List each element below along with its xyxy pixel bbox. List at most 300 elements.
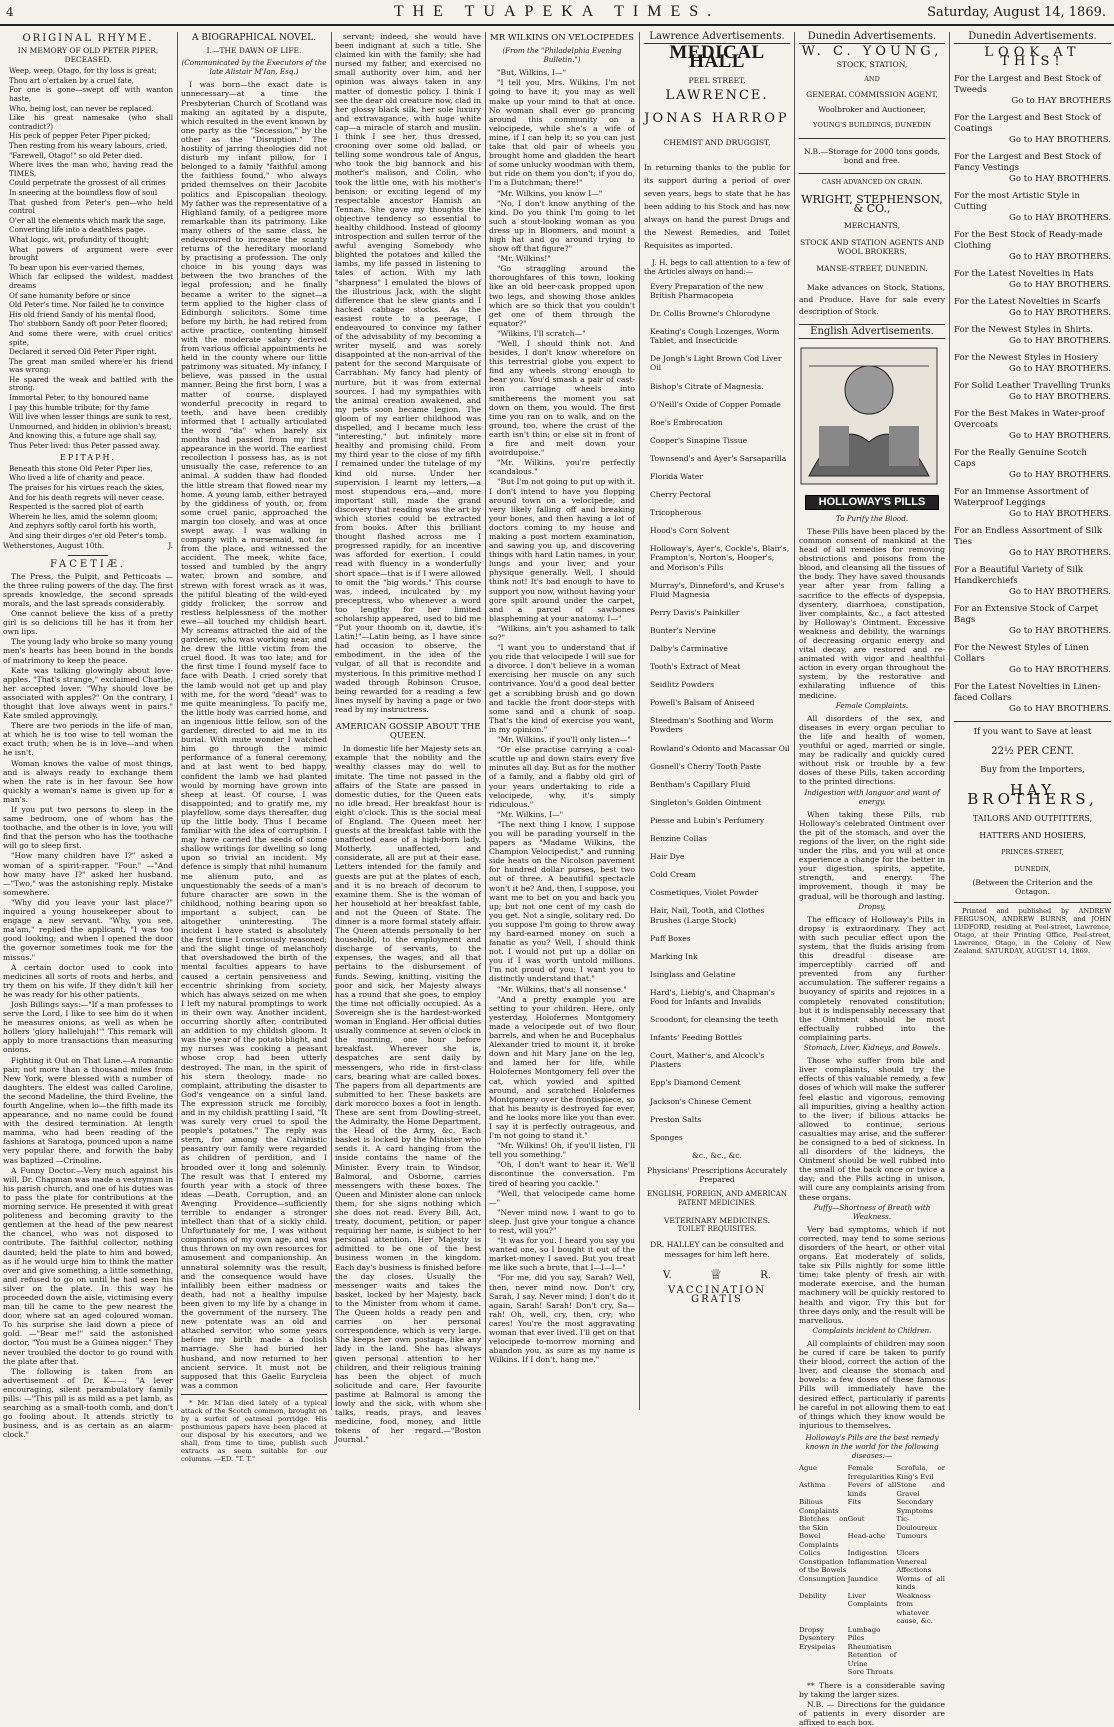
wright-stephenson-name: WRIGHT, STEPHENSON, & CO., <box>801 192 943 216</box>
chemist-item: O'Neill's Oxide of Copper Pomade <box>650 399 781 409</box>
table-row <box>799 1498 945 1515</box>
table-cell: Indigestion <box>847 1549 888 1558</box>
hay-item-cta: Go to HAY BROTHERS. <box>1009 280 1111 291</box>
verse-line: I pay this humble tribute; for thy fame <box>9 402 149 412</box>
chemist-item: De Jongh's Light Brown Cod Liver Oil <box>650 354 782 373</box>
chemist-item: Hair, Nail, Tooth, and Clothes Brushes (Large Stock) <box>650 906 765 925</box>
table-row <box>799 1651 945 1668</box>
column-lawrence-ads <box>641 32 793 1410</box>
dialogue-paragraph: "But, Wilkins, I—" <box>497 68 567 78</box>
chemist-item: Hair Dye <box>650 852 685 862</box>
table-cell: Asthma <box>799 1481 826 1490</box>
table-cell: Stone and Gravel <box>896 1481 946 1498</box>
hay-item-cta: Go to HAY BROTHERS. <box>1009 308 1111 319</box>
chemist-item: Every Preparation of the new British Pharmacopeia <box>650 281 764 300</box>
verse-line: "Farewell, Otago!" so old Peter died. <box>9 150 143 160</box>
dialogue-paragraph: "Never mind now. I want to go to sleep. Just give your tongue a chance to rest, will you?" <box>489 1207 635 1235</box>
list-item <box>954 74 1111 107</box>
hay-item-cta: Go to HAY BROTHERS. <box>1009 470 1111 481</box>
facetiae-paragraph: Woman knows the value of most things, and is always ready to exchange them when the rate is in her favour. See how quickly a woman's name is given up for a man's. <box>3 758 173 804</box>
divider <box>388 718 428 719</box>
gossip-heading: AMERICAN GOSSIP ABOUT THE QUEEN. <box>335 722 481 742</box>
hay-item-text: For the Latest Novelties in Scarfs <box>954 297 1101 308</box>
table-cell: Lumbago <box>847 1625 881 1634</box>
young-address: YOUNG'S BUILDINGS, DUNEDIN <box>812 120 932 129</box>
dialogue-paragraph: "Go straggling around the thoroughfares of this town, looking like an old beer-cask propped upon two legs, and showing those ankles which are so thick that you couldn't get one of them through the equator?" <box>489 264 635 328</box>
look-at-this: LOOK AT THIS! <box>984 45 1081 70</box>
chemist-item: Bentham's Capillary Fluid <box>650 779 751 789</box>
novel-paragraph: I was born—the exact date is unnecessary—at a time the Presbyterian Church of Scotland was making an agitated by a dispute, which resulted in the event known by one party as the "Secession," by the other as the "Disruption." The hostility of jarring theologies did not disturb my infant pillow, for I belonged to a family "faithful among the faithless found," who always prided themselves on their Jacobite politics and Episcopalian theology. My father was the representative of a Highland family, of a pedigree more remarkable than its patrimony. Like many others of the same class, he endeavoured to increase the scanty returns of the hereditary moorland by practising a profession. The only choice in his young days was between the two branches of the legal profession; and he finally became a writer to the signet—a term applied to the higher class of Edinburgh solicitors. Some time before my birth, he had retired from active practice, contenting himself with the moderate salary derived from various official appointments he held in the county where our little patrimony was situated. My infancy, I believe, was passed in the usual manner. Being the first born, I was a matter of course, displayed wonderful precocity in regard to teeth, and have been credibly informed that I actually articulated the word "da" when barely six months had passed from my first appearance in the world. The earliest recollection I possess has, as is not unusually the case, reference to an animal. A sudden thaw had flooded the little stream that flowed near my home. A young lamb, either betrayed by the giddiness of youth, or, from some cruel panic, approached the margin too closely, and was at once swept away. I was walking in company with a nursemaid, not far from the place, and witnessed the accident. The meek, white face, tossed and tumbled by the angry water, brown and sombre, and strewn with forest wrack as it was, the pitiful bleating of the wild-eyed giddy frolicker, the sorrow and restless helplessness of the mother ewe—all touched my childish heart. My screams attracted the aid of the gardener, who was working near, and he drew the little victim from the cruel flood. It was too late; and for the first time I found myself face to face with Death. I cried sorely that the lamb would not get up and play with me, for the word "dead" was to me quite meaningless. To pacify me, the little body was carried home, and an ingenious little fellow, son of the gardener, directed to aid me in its burial. With mute wonder I watched him go through the mimic performance of a funeral ceremony, and at last went to bed happy, confident the lamb we had planted would by morning have grown into sheep at least. Of course, I was disappointed; and to gratify me, my playfellow, some days thereafter, dug up the little body. Thus I became familiar with the idea of corruption. I may have carried the seeds of some shallow writings for dwelling so long upon so trivial an incident. My defence is simply that nihil humanum me alienum puto, and as unquestionably the seeds of a man's future character are sown in the childhood, nothing bearing upon so important a subject, can be altogether uninteresting. The incident I have stated is absolutely the first time I consciously reasoned; and the slight tinge of melancholy that overshadowed the birth of the mental faculties appears to have caused a certain pensiveness and eccentric shrinking from society, which has always seized on me when I left my natural promptings to work in their own way. Another incident, occurring shortly after, contributed an addition to my childish gloom. It was the year of the potato blight, and my nurses was cooking a peasant whose crop had been utterly destroyed. The man, in the spirit of his stern theology, made no complaint, attributing the disaster to God's vengeance on a sinful land. The expression struck me forcibly, and in my childish prattling I said, "It was surely very cruel to spoil the people's potatoes." The reply was stern, for among the Calvinistic peasantry our family were regarded as children of perdition, and I brooded over it long and solemnly. The result was that I entered my fourth year with a stock of three ideas —Death, Corruption, and an Avenging Providence—sufficiently terrible to endanger a stronger intellect than that of a sickly child. Unfortunately for me, I was without companions of my own age, and was thus thrown on my own resources for amusement and companionship. An unnatural solemnity was the result, and the consequence would have infallibly been either madness or death, had not a healthy impulse been given to my life by a change in the government of the nursery. The new potentate was an old and attached servitor, who some years before my birth made a foolish marriage. She had buried her husband, and now returned to her ancient service. It must not be supposed that this Gaelic Eurycleia was a common <box>181 80 327 1390</box>
divider <box>954 721 1111 722</box>
newspaper-title: THE TUAPEKA TIMES. <box>393 3 721 20</box>
column-hay-brothers <box>951 32 1114 1410</box>
hay-item-text: For the Newest Styles in Hosiery <box>954 353 1099 364</box>
young-commission: GENERAL COMMISSION AGENT, <box>806 90 938 100</box>
chemist-item: Cold Cream <box>650 870 696 880</box>
dr-halley-note: DR. HALLEY can be consulted and messages for him left here. <box>650 1240 784 1259</box>
wright-merchants: MERCHANTS, <box>843 221 900 231</box>
table-cell: Gout <box>847 1515 865 1524</box>
hay-item-text: For Solid Leather Travelling Trunks <box>954 381 1111 392</box>
table-cell: Piles <box>847 1634 865 1643</box>
dialogue-paragraph: "Or else practise carrying a coal-scuttle up and down stairs every five minutes all day. But as for the mother of a family, and a flabby old girl of your years undertaking to ride a velocipede, why, it's simply ridiculous." <box>489 745 635 809</box>
verse-line: Where lives the man who, having read the TIMES, <box>9 160 173 178</box>
table-row <box>799 1575 945 1592</box>
dialogue-paragraph: "The next thing I know, I suppose you will be parading yourself in the papers as "Madame Wilkins, the Champion Velocipedist," and running side heats on the Nicolson pavement for hundred dollar purses, best two out of three. A beautiful spectacle won't it be? And, then, I suppose, you want me to bet on you and back you up; but not one cent of my cash do you get. Not a single, solitary red. Do you suppose I'm going to throw away my hard-earned money on such a fanatic as you? Well, I should think not. I would not put up a dollar on you if I was worth untold millions. I'm not proud of you; I want you to distinctly understand that." <box>489 819 635 984</box>
divider <box>181 1394 327 1395</box>
chemist-lead: J. H. begs to call attention to a few of the Articles always on hand:— <box>644 257 790 276</box>
table-cell: Colics <box>799 1549 821 1558</box>
chemist-item: Scoodont, for cleansing the teeth <box>650 1015 779 1025</box>
verse-line: Then resting from his weary labours, cried, <box>9 141 168 151</box>
gossip-body <box>335 744 481 1444</box>
chemist-item: Murray's, Dinneford's, and Kruse's Fluid Magnesia <box>650 580 785 599</box>
percent-line: 22½ PER CENT. <box>991 746 1074 758</box>
chemist-item: Gosnell's Cherry Tooth Paste <box>650 761 762 771</box>
table-cell: Dysentery <box>799 1634 835 1643</box>
column-wilkins <box>486 32 638 1410</box>
dialogue-paragraph: "For me, did you say, Sarah? Well, then, never mind now. Don't cry, Sarah, I say. Never mind; I don't do it again, Sarah! Sarah! Don't cry, Sa—rah! Oh, well, cry, then, cry; who cares! You're the most aggravating woman that ever lived. I'll get on that velocipede to-morrow morning and abandon you, as sure as my name is Wilkins. If I don't, hang me." <box>489 1273 635 1365</box>
dialogue-paragraph: "Wilkins, ain't you ashamed to talk so?" <box>489 623 635 642</box>
table-row <box>799 1643 945 1652</box>
holloway-paragraph: Very bad symptoms, which if not corrected, may tend to some serious disorders of the heart, or other vital organs. Eat moderately of solids, take six Pills nightly for some little time; take plenty of fresh air with moderate exercise, and the human machinery will be quickly restored to health and vigor. Try this but for three days only, and the result will be marvellous. <box>799 1224 945 1325</box>
patent-medicines: ENGLISH, FOREIGN, AND AMERICAN PATENT MEDICINES. <box>647 1190 787 1208</box>
chemist-item: Cooper's Sinapine Tissue <box>650 435 748 445</box>
hay-item-cta: Go to HAY BROTHERS. <box>1009 392 1111 403</box>
dialogue-paragraph: "Mr. Wilkins, I—" <box>497 809 564 819</box>
diseases-table-heading: Holloway's Pills are the best remedy known in the world for the following diseases:— <box>805 1432 939 1461</box>
wilkins-source: (From the "Philadelphia Evening Bulletin.") <box>502 46 622 65</box>
cash-advanced: CASH ADVANCED ON GRAIN. <box>799 173 945 187</box>
facetiae-paragraph: A Funny Doctor.—Very much against his will, Dr. Chapman was made a vestryman in his parish church, and one of his duties was to pass the plate for contributions at the morning service. He presented it with great politeness and becoming gravity to the gentlemen at the head of the pew nearest the chancel, who was not disposed to contribute. The faithful collector, nothing daunted, held the plate to him and bowed, as if he would urge him to think the matter over and give something, a little something, and refused to go on until he had seen his silver on the plate. In this way he proceeded down the aisle, victimising every man till he came to the pew nearest the door, where sat an aged coloured woman. To his surprise she laid down a piece of gold. —"Bear me!" said the astonished doctor, "You must be a Guinea nigger." They never troubled the doctor to go round with the plate after that. <box>3 1165 173 1366</box>
table-row <box>799 1634 945 1643</box>
table-cell: Venereal Affections <box>896 1557 932 1575</box>
chemist-item: Perry Davis's Painkiller <box>650 607 740 617</box>
list-item <box>954 325 1111 347</box>
table-cell: Worms of all kinds <box>896 1574 946 1592</box>
chemist-item: Steedman's Soothing and Worm Powders <box>650 716 774 735</box>
facetiae-paragraph: The following is taken from an advertisement of Dr. K——: "A lever encouraging, silent perambulatory family pills: —"This pill is as mild as a pet lamb, as searching as a small-tooth comb, and don't go fooling about. It attends strictly to business, and is as certain as an alarm-clock." <box>3 1366 173 1440</box>
verse-line: Which far eclipsed the wildest, maddest dreams <box>9 272 173 290</box>
novel-body <box>181 80 327 1390</box>
hay-item-cta: Go to HAY BROTHERS. <box>1009 431 1111 442</box>
chemist-item: Tooth's Extract of Meat <box>650 662 741 672</box>
list-item <box>954 353 1111 375</box>
table-cell: Retention of Urine <box>847 1651 897 1668</box>
verse-line: And some there were, with cruel critics' spite, <box>9 328 173 347</box>
verse-line: The great man smiled where'er his friend was wrong: <box>9 356 173 375</box>
column-rule <box>949 32 950 1410</box>
holloway-paragraph: Those who suffer from bile and liver complaints, should try the effects of this valuable remedy, a few doses of which will make the sufferer feel elastic and vigorous, removing all impurities, giving a healthy action to the liver; if bilious attacks be allowed to continue, serious casualties may arise, and the sufferer be consigned to a bed of sickness. In all disorders of the kidneys, the Ointment should be well rubbed into the small of the back once or twice a day; and the Pills acting in unison, will cure any complaints arising from these organs. <box>799 1056 945 1202</box>
directions-note: N.B. — Directions for the guidance of patients in every disorder are affixed to each box. <box>799 1699 945 1727</box>
dunedin-ads-heading: Dunedin Advertisements. <box>799 32 945 44</box>
divider <box>954 902 1111 903</box>
verse-line: Who, being lost, can never be replaced. <box>9 103 154 113</box>
holloway-paragraph: All complaints of children may soon be cured if care be taken to purify their blood, correct the action of the liver, and cleanse the stomach and bowels: a few doses of these famous Pills will immediately have the desired effect, particularly if parents be careful in not allowing them to eat of things which they know would be injurious to themselves. <box>799 1338 945 1430</box>
table-cell: Sore Throats <box>847 1668 893 1677</box>
novel-heading: A BIOGRAPHICAL NOVEL. <box>191 33 317 43</box>
verse-line: And knowing this, a future age shall say, <box>9 431 157 441</box>
masthead <box>0 0 1114 26</box>
dialogue-paragraph: "I want you to understand that if you ride that velocipede I will sue for a divorce. I don't believe in a woman exercising her muscle on any such contrivance. You'd a good deal better get a scrubbing brush and go down and tackle the front door-steps with some sand and a chunk of soap. That's the kind of exercise you want, in my opinion." <box>489 643 635 734</box>
gossip-paragraph: In domestic life her Majesty sets an example that the nobility and the wealthy classes may do well to imitate. The time not passed in the affairs of the State are passed in domestic duties, for the Queen eats no idle bread. Her breakfast hour is eight o'clock. This is the social meal of England. The Queen meet her guests at the breakfast table with the unaffected ease of a high-born lady. Motherly, unaffected, and considerate, all are put at their ease. Letters intended for the family and guests are put at the plates of each, and it is no breach of decorum to examine them. She is the woman of her household at her breakfast table, and not the Queen of State. The dinner is a more formal stately affair. The Queen attends personally to her household, to the employment and discharge of servants, to the expenses, the wages, and all that pertains to the disbursement of funds. Sewing, knitting, visiting the poor and sick, her Majesty always has a round that she goes, to employ the time not officially occupied. As a Sovereign she is the hardest-worked woman in England. Her official duties usually commence at seven o'clock in the morning, one hour before breakfast. Wherever she is, despatches are sent daily by messengers, who ride in first-class cars, bearing what are called boxes. The papers from all departments are submitted to her. These baskets are dark morocco boxes a foot in length. These are sent from Dowling-street, the Admiralty, the Home Department, the Head of the Army, &c. Each basket is locked by the Minister who sends it. A card hanging from the inside contains the name of the Minister. Every train to Windsor, Balmoral, and Osborne, carries messengers with these boxes. The Queen and Minister alone can unlock them, for she signs nothing which she does not read. Every Bill, Act, treaty, document, petition, or paper requiring her name, is subject to her personal attention. Her Majesty is admitted to be one of the best business women in the kingdom. Each day's business is finished before the day closes. Usually the messenger waits and takes the basket, locked by her Majesty, back to the Minister from whom it came. The Queen holds a ready pen and carries on her personal correspondence, which is very large. She keeps her own postage, like any lady in the land. She has always given personal attention to her children, and their religious training has been the object of much solicitude and care. Her favourite pastime at Balmoral is among the lowly and the sick, with whom she talks, reads, prays, and leaves medicine, food, money, and little tokens of her regard.—"Boston Journal." <box>335 744 481 1445</box>
verse-line: Old Peter's time. Nor failed he to convince <box>9 300 165 310</box>
stomach-heading: Stomach, Liver, Kidneys, and Bowels. <box>803 1043 941 1053</box>
table-cell: Ague <box>799 1464 817 1473</box>
facetiae-paragraph: Kate was talking glowingly about love-apples. "That's strange," exclaimed Charlie, her accepted lover. "Why should love be associated with apples?" On the contrary, I thought that love always went in pairs." Kate smiled approvingly. <box>3 665 173 721</box>
list-item <box>954 487 1111 520</box>
vaccination-notice: VACCINATION GRATIS <box>667 1284 766 1305</box>
hay-item-cta: Go to HAY BROTHERS. <box>1009 548 1111 559</box>
facetiae-paragraph: If you put two persons to sleep in the same bedroom, one of whom has the toothache, and the other is in love, you will find that the person who has the toothache will go to sleep first. <box>3 805 173 851</box>
column-rhyme-facetiae <box>0 32 176 1440</box>
young-trade: STOCK, STATION, <box>836 60 908 70</box>
list-item <box>954 604 1111 637</box>
hatters-line: HATTERS AND HOSIERS, <box>979 830 1086 840</box>
facetiae-body <box>3 572 173 1440</box>
veterinary-medicines: VETERINARY MEDICINES. <box>663 1216 771 1226</box>
between-line: (Between the Criterion and the Octagon. <box>972 878 1093 897</box>
table-row <box>799 1532 945 1549</box>
hay-item-cta: Go to HAY BROTHERS <box>1011 96 1111 107</box>
dialogue-paragraph: "Mr. Wilkins, if you'll only listen—" <box>497 735 631 745</box>
chemist-item: Townsend's and Ayer's Sarsaparilla <box>650 453 787 463</box>
table-cell <box>896 1634 945 1643</box>
verse-line: Tho' stubborn Sandy oft poor Peter floored; <box>9 319 168 329</box>
facetiae-paragraph: "Why did you leave your last place?" inquired a young housekeeper about to engage a new servant. "Why, you see, ma'am," replied the applicant, "I was too good looking; and when I opened the door the governor sometimes took me for the missus." <box>3 897 173 962</box>
facetiae-paragraph: Fighting it Out on That Line.—A romantic pair, not more than a thousand miles from New York, were blessed with a number of daughters. The eldest was called Caroline, the second Madeline, the third Eveline, the fourth Angeline, when lo—the fifth made its appearance, and no name could be found with the desired termination. At length mamma, who had been reading of the fashions at Saratoga, pounced upon a name very popular there, and forwith the baby was baptized —Crinoline. <box>3 1055 173 1165</box>
buy-line: Buy from the Importers, <box>980 765 1085 776</box>
hay-item-text: For the Largest and Best Stock of Fancy Vestings <box>954 152 1101 174</box>
verse-line: Declared it served Old Peter Piper right. <box>9 347 157 357</box>
diseases-table <box>799 1464 945 1677</box>
list-item <box>954 565 1111 598</box>
facetiae-paragraph: There are two periods in the life of man, at which he is too wise to tell woman the exact truth; when he is in love—and when he isn't. <box>3 721 173 758</box>
medical-hall-town: LAWRENCE. <box>665 88 769 104</box>
chemist-item: Piesse and Lubin's Perfumery <box>650 815 765 825</box>
column-biographical-novel <box>178 32 330 1463</box>
table-cell <box>896 1651 945 1668</box>
hay-item-cta: Go to HAY BROTHERS. <box>1009 135 1111 146</box>
verse-line: Thou art o'ertaken by a cruel fate, <box>9 75 135 85</box>
hay-item-cta: Go to HAY BROTHERS. <box>1009 174 1111 185</box>
chemist-item: Keating's Cough Lozenges, Worm Tablet, and Insecticide <box>650 327 780 346</box>
table-row <box>799 1558 945 1575</box>
verse-line: Weep, weep, Otago, for thy loss is great; <box>9 66 157 76</box>
table-cell: Dropsy <box>799 1625 824 1634</box>
dialogue-paragraph: "No, I don't know anything of the kind. Do you think I'm going to let such a stout-looking woman as you dress up in Bloomers, and mount a high hat and go around trying to show off that figure?" <box>489 198 635 254</box>
verse-line: Beneath this stone Old Peter Piper lies, <box>9 463 153 473</box>
hay-item-cta: Go to HAY BROTHERS. <box>1009 509 1111 520</box>
verse-line: What powers of argument were ever brought <box>9 244 173 263</box>
list-item <box>954 526 1111 559</box>
facetiae-paragraph: The young lady who broke so many young men's hearts has been bound in the bonds of matrimony to keep the peace. <box>3 637 173 665</box>
dialogue-paragraph: "I tell you, Mrs. Wilkins, I'm not going to have it; you may as well make up your mind to that at once. No woman shall ever go prancing around this community on a velocipede, while she's a wife of mine, if I can help it; so you can just take that old pair of wheels you brought home and gladden the heart of some unlucky woodman with them, but ride on them you don't; if you do, I'm a Dutchman; there!" <box>489 78 635 188</box>
dialogue-paragraph: "Wilkins, I'll scratch—" <box>497 328 586 338</box>
list-item <box>954 682 1111 715</box>
chemist-item: Jackson's Chinese Cement <box>650 1096 752 1106</box>
hay-item-text: For the Best Stock of Ready-made Clothing <box>954 230 1103 252</box>
divider <box>799 138 945 139</box>
hay-item-text: For the Latest Novelties in Linen-faced Collars <box>954 682 1101 704</box>
table-cell: Fevers of all kinds <box>847 1481 897 1498</box>
young-name: W. C. YOUNG, <box>801 44 943 60</box>
dunedin-ads-heading: Dunedin Advertisements. <box>954 32 1111 44</box>
facetiae-paragraph: One cannot believe the kiss of a pretty girl is so delicious till he has it from her own lips. <box>3 609 173 637</box>
column-novel-gossip <box>332 32 484 1445</box>
chemist-item: Bunter's Nervine <box>650 625 716 635</box>
purify-heading: To Purify the Blood. <box>835 513 909 523</box>
hay-item-text: For an Extensive Stock of Carpet Bags <box>954 604 1099 626</box>
table-cell: Debility <box>799 1591 827 1600</box>
hay-item-text: For the Really Genuine Scotch Caps <box>954 448 1087 470</box>
saving-note: ** There is a considerable saving by taking the larger sizes. <box>799 1680 945 1699</box>
verse-line: And sing their dirges o'er old Peter's tomb. <box>9 530 167 540</box>
list-item <box>954 381 1111 403</box>
chemist-item: Hood's Corn Solvent <box>650 526 730 536</box>
chemist-item: Dr. Collis Browne's Chlorodyne <box>650 309 771 319</box>
table-row <box>799 1464 945 1481</box>
table-row <box>799 1481 945 1498</box>
holloway-paragraph: All disorders of the sex, and diseases in every organ peculiar to the life and health of women, youthful or aged, married or single, may be radically and quickly cured without risk or trouble by a few doses of these Pills, taken according to the printed directions. <box>799 713 945 787</box>
wilkins-body <box>489 68 635 1364</box>
list-item <box>954 113 1111 146</box>
facetiae-paragraph: Josh Billings says:—"If a man professes to serve the Lord, I like to see him do it when he measures onions, as well as when he hollers 'glory hallelujah!'" This remark will apply to more transactions than measuring onions. <box>3 999 173 1055</box>
chemist-item: Sponges <box>650 1132 683 1142</box>
chemist-item: Isinglass and Gelatine <box>650 969 736 979</box>
list-item <box>954 152 1111 185</box>
verse-line: Of sane humanity before or since <box>9 290 131 300</box>
verse-line: In sneering at the boundless flow of soul <box>9 188 158 197</box>
facetiae-paragraph: The Press, the Pulpit, and Petticoats —the three ruling powers of the day. The first spreads knowledge, the second spreads morals, and the last spreads considerably. <box>3 571 173 608</box>
table-cell <box>896 1643 945 1652</box>
chemist-item: Cosmetiques, Violet Powder <box>650 888 759 898</box>
hay-item-cta: Go to HAY BROTHERS. <box>1009 252 1111 263</box>
lawrence-ads-heading: Lawrence Advertisements. <box>644 32 790 44</box>
chemist-item: Court, Mather's, and Alcock's Plasters <box>650 1051 765 1070</box>
table-cell <box>799 1651 848 1668</box>
vr-royal-mark: V. ♕ R. <box>663 1266 771 1283</box>
chemist-item: Benzine Collas <box>650 834 707 844</box>
hay-item-text: For a Beautiful Variety of Silk Handkerchiefs <box>954 565 1084 587</box>
wright-address: MANSE-STREET, DUNEDIN. <box>816 264 928 274</box>
printers-imprint: Printed and published by ANDREW FERGUSON, ANDREW BURNS, and JOHN LUDFORD, residing at Peel-street, Lawrence, Otago, at their Printing Office, Peel-street, Lawrence, Otago, in the Colony of New Zealand. SATURDAY, AUGUST 14, 1869. <box>954 907 1111 956</box>
table-cell <box>896 1668 945 1677</box>
verse-line: His peck of pepper Peter Piper picked; <box>9 131 151 141</box>
verse-line: O'er all the elements which mark the sage, <box>9 215 166 225</box>
chemist-item: Singleton's Golden Ointment <box>650 797 762 807</box>
dialogue-paragraph: "Oh, I don't want to hear it. We'll discontinue the conversation. I'm tired of hearing you cackle." <box>489 1160 635 1188</box>
verse-line: To bear upon his ever-varied themes, <box>9 262 145 272</box>
table-cell: Liver Complaints <box>847 1591 888 1609</box>
hay-item-text: For the Newest Styles of Linen Collars <box>954 643 1089 665</box>
dialogue-paragraph: "Well, I should think not. And besides, I don't know wherefore on this terrestrial globe you expect to find any wheels strong enough to bear you. You'd smash a pair of cast-iron carriage wheels into smithereens the moment you sat down on them, you would. The first time you ran on to walk, and on the ground, too, where the crust of the earth isn't thin; or else sit in front of a fire and melt down your avoirdupoise." <box>489 339 635 458</box>
hay-item-cta: Go to HAY BROTHERS. <box>1009 665 1111 676</box>
puffy-heading: Puffy—Shortness of Breath with Weakness. <box>813 1202 931 1221</box>
novel-continued <box>335 32 481 714</box>
hay-item-cta: Go to HAY BROTHERS. <box>1009 336 1111 347</box>
save-line: If you want to Save at least <box>973 727 1092 738</box>
table-row <box>799 1549 945 1558</box>
list-item <box>954 643 1111 676</box>
holloway-paragraph: These Pills have been placed by the common consent of mankind at the head of all remedies for removing obstructions and poisons from the blood, and cleansing all the tissues of the body. They have saved thousands year after year from falling a sacrifice to the effects of dyspepsia, dysentery, diarrhoea, constipation, liver complaints, &c., a fact attested by Holloway's Ointment. Excessive weakness and debility, the warnings of decreasing organic energy and vital decay, are restored and re-animated with vigor and healthful action in every organ throughout the system, by the restorative and exhilarating influence of this medicine. <box>799 526 945 700</box>
list-item <box>954 448 1111 481</box>
table-cell: Constipation of the Bowels <box>799 1557 847 1575</box>
wright-advances: Make advances on Stock, Stations, and Produce. Have for sale every description of Stock. <box>799 282 945 316</box>
hay-item-text: For the Largest and Best Stock of Coatings <box>954 113 1101 135</box>
table-cell: Head-ache <box>847 1532 886 1541</box>
table-cell: Consumption <box>799 1574 846 1583</box>
dunedin-line: DUNEDIN, <box>1014 865 1051 874</box>
table-row <box>799 1626 945 1635</box>
dialogue-paragraph: "Well, that velocipede came home—" <box>489 1188 635 1207</box>
hay-item-cta: Go to HAY BROTHERS. <box>1009 364 1111 375</box>
verse-line: Will live when lesser things are sunk to rest, <box>9 412 172 422</box>
table-cell: Ulcers <box>896 1549 920 1558</box>
verse-line: Immortal Peter, to thy honoured name <box>9 393 149 403</box>
table-cell: Rheumatism <box>847 1642 892 1651</box>
table-cell: Secondary Symptoms <box>896 1498 934 1515</box>
children-heading: Complaints incident to Children. <box>812 1325 932 1335</box>
verse-line: His old friend Sandy of his mental flood, <box>9 309 156 319</box>
table-cell <box>799 1668 848 1677</box>
dialogue-paragraph: "Mr. Wilkins, you're perfectly scandalous." <box>489 458 635 477</box>
chemist-item: Florida Water <box>650 471 703 481</box>
verse-line: Converting life into a deathless page. <box>9 225 146 235</box>
chemist-name: JONAS HARROP <box>644 111 790 127</box>
novel-footnote: * Mr. M'Ian died lately of a typical attack of the Scotch common, brought on by a surfeit of oatmeal porridge. His posthumous papers have been placed at our disposal by his executors, and we shall, from time to time, publish such extracts as seem suitable for our columns. —ED. "T. T." <box>181 1398 327 1463</box>
hay-brothers-name: HAY BROTHERS, <box>967 780 1098 808</box>
medical-hall-street: PEEL STREET, <box>688 76 746 86</box>
novel-note: (Communicated by the Executors of the late Alistair M'Ian, Esq.) <box>181 58 327 77</box>
hay-item-cta: Go to HAY BROTHERS. <box>1009 587 1111 598</box>
chemist-item: Powell's Balsam of Aniseed <box>650 698 755 708</box>
holloways-pills-banner: HOLLOWAY'S PILLS <box>805 495 939 510</box>
column-rule <box>639 32 640 1410</box>
epitaph-verse <box>3 465 173 541</box>
dialogue-paragraph: "And a pretty example you are setting to your children. Here, only yesterday, Holofernes Montgomery made a velocipede out of two flour barrels, and when he and Bucephalus Alexander tried to mount it, it broke down and hit Mary Jane on the leg, and lamed her for life, while Holofernes Montgomery fell over the cat, which yowled and spitted around, and scratched Holofernes Montgomery over the frontispiece, so that his beauty is destroyed for ever, and he looks more like you than ever. I say it is perfectly outrageous, and I'm not going to stand it." <box>489 994 635 1141</box>
table-cell: Bowel Complaints <box>799 1532 839 1549</box>
verse-line: Who lived a life of charity and peace. <box>9 473 145 483</box>
hay-item-text: For an Endless Assortment of Silk Ties <box>954 526 1102 548</box>
rhyme-dateline: Wetherstones, August 10th. J. <box>3 541 173 551</box>
table-cell <box>896 1626 945 1635</box>
verse-line: Like his great namesake (who shall contradict?) <box>9 113 173 131</box>
hay-item-text: For an Immense Assortment of Waterproof Leggings <box>954 487 1089 509</box>
facetiae-paragraph: "How many children have I?" asked a woman of a spirit-rapper. "Four." —"And how many have I?" asked her husband.—"Two," was the astonishing reply. Mistake somewhere. <box>3 851 173 897</box>
chemist-item: Epp's Diamond Cement <box>650 1078 741 1088</box>
chemist-item: Hard's, Liebig's, and Chapman's Food for Infants and Invalids <box>650 987 775 1006</box>
dialogue-paragraph: "It was for you. I heard you say you wanted one, so I bought it out of the market-money I saved. But you treat me like such a brute, that I—I—I—" <box>489 1236 635 1273</box>
chemist-item: Infants' Feeding Bottles <box>650 1033 742 1043</box>
rhyme-heading: ORIGINAL RHYME. <box>22 33 154 44</box>
chapter-title: I.—THE DAWN OF LIFE. <box>206 46 302 56</box>
table-row <box>799 1668 945 1677</box>
hay-item-text: For the Newest Styles in Shirts. <box>954 325 1094 336</box>
hay-item-cta: Go to HAY BROTHERS. <box>1009 213 1111 224</box>
list-item <box>954 230 1111 263</box>
column-dunedin-english-ads <box>796 31 948 1727</box>
verse-line: Could perpetrate the grossest of all crimes <box>9 178 166 188</box>
verse-line: Respected is the sacred plot of earth <box>9 502 144 512</box>
chemist-intro: In returning thanks to the public for its support during a period of over seven years, begs to state that he has been adding to his Stock and has now always on hand the purest Drugs and the Newest Remedies, and Toilet Requisites as imported. <box>644 162 790 250</box>
princes-street: PRINCES-STREET, <box>1001 847 1064 856</box>
verse-line: For one is gone—swept off with wanton haste, <box>9 85 173 104</box>
dialogue-paragraph: "Mr. Wilkins, that's all nonsense." <box>497 984 627 994</box>
verse-line: Wherein he lies, amid the solemn gloom; <box>9 511 158 521</box>
verse-line: That gushed from Peter's pen—who held control <box>9 197 173 216</box>
chemist-etc: &c., &c., &c. <box>692 1150 742 1160</box>
chemist-item: Dalby's Carminative <box>650 644 728 653</box>
chemist-item: Preston Salts <box>650 1114 702 1124</box>
list-item <box>954 191 1111 224</box>
indigestion-heading: Indigestion with languor and want of energy. <box>804 787 940 806</box>
table-cell: Bilious Complaints <box>799 1498 839 1515</box>
table-cell: Tic-Douloureux <box>896 1515 937 1532</box>
list-item <box>954 269 1111 291</box>
hay-item-text: For the most Artistic Style in Cutting <box>954 191 1080 213</box>
dialogue-paragraph: "Mr. Wilkins, you know I—" <box>497 188 603 198</box>
facetiae-heading: FACETIÆ. <box>49 558 127 570</box>
dropsy-heading: Dropsy. <box>858 901 886 911</box>
verse-line: Thus Peter lived: thus Peter passed away. <box>9 441 161 451</box>
young-and: AND <box>864 75 880 84</box>
holloway-illustration-icon <box>799 346 939 486</box>
verse-line: What logic, wit, profundity of thought; <box>9 234 150 244</box>
dialogue-paragraph: "But I'm not going to put up with it. I don't intend to have you flopping around town on a velocipede, and very likely falling off and breaking your bones, and then having a lot of doctors coming to my house and making a post mortem examination, and sawing you up, and discovering things with hard Latin names, in your lungs and your liver, and your physique generally. Well, I should think not! It's bad enough to have to support you now, without having your gore spilt around under the carpet, and a parcel of sawbones blaspheming at your anatomy. I—" <box>489 477 635 623</box>
chemist-item-list <box>644 282 790 1142</box>
wilkins-heading: MR WILKINS ON VELOCIPEDES <box>490 33 634 43</box>
page-number: 4 <box>6 5 14 19</box>
column-rule <box>794 32 795 1410</box>
toilet-requisites: TOILET REQUISITES. <box>677 1225 757 1234</box>
table-cell: Weakness from whatever cause, &c. <box>896 1591 933 1626</box>
chemist-item: Holloway's, Ayer's, Cockle's, Blair's, Frampton's, Norton's, Hooper's, and Morison's Pills <box>650 544 790 572</box>
table-cell: Tumours <box>896 1532 928 1541</box>
table-cell: Erysipelas <box>799 1642 836 1651</box>
verse-line: The praises for his virtues reach the skies, <box>9 482 165 492</box>
chemist-item: Puff Boxes <box>650 933 691 943</box>
rhyme-verse <box>3 67 173 450</box>
chemist-trade: CHEMIST AND DRUGGIST, <box>663 137 771 147</box>
table-cell: Fits <box>847 1498 861 1507</box>
table-row <box>799 1515 945 1532</box>
table-cell: Blotches on the Skin <box>799 1515 848 1532</box>
young-storage: N.B.—Storage for 2000 tons goods, bond and free. <box>803 146 941 165</box>
chemist-item: Roe's Embrocation <box>650 417 723 427</box>
chemist-item: Tricopherous <box>650 508 702 518</box>
table-cell: Scrofula, or King's Evil <box>896 1464 946 1481</box>
